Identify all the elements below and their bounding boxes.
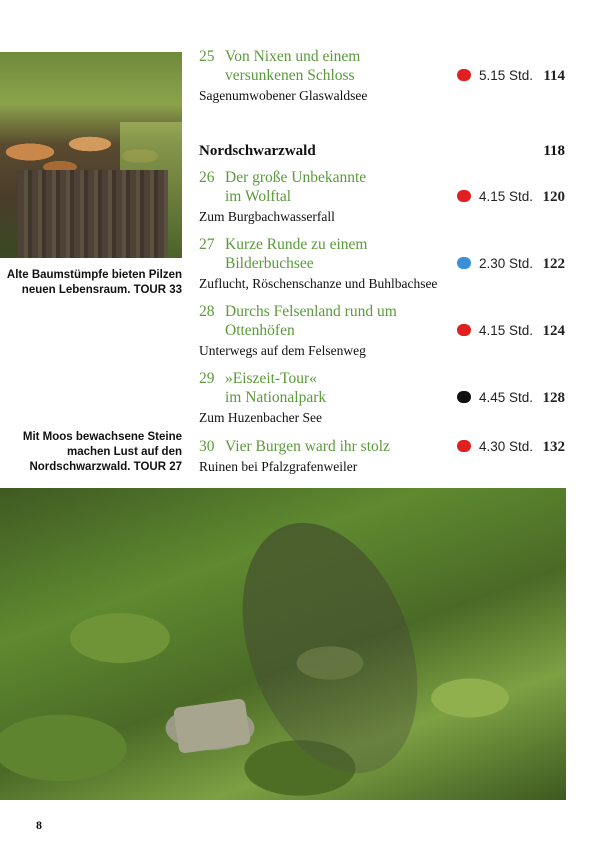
section-heading [199, 143, 565, 160]
difficulty-red-icon [457, 190, 471, 202]
tour-number: 29 [199, 370, 215, 387]
tour-subtitle: Zuflucht, Röschenschanze und Buhlbachsee [199, 276, 438, 291]
difficulty-red-icon [457, 69, 471, 81]
tour-meta [457, 437, 565, 457]
flat-stone [173, 698, 251, 754]
tour-duration: 4.15 Std. [478, 323, 533, 338]
difficulty-red-icon [457, 324, 471, 336]
tour-page: 122 [542, 256, 565, 272]
tour-title-line1: »Eiszeit-Tour« [225, 370, 317, 387]
tour-number: 26 [199, 169, 215, 186]
toc-entry-26[interactable] [199, 168, 565, 226]
tour-duration: 4.15 Std. [478, 189, 533, 204]
tour-title-line2: versunkenen Schloss [225, 67, 355, 84]
tour-title-line1: Vier Burgen ward ihr stolz [225, 438, 390, 455]
section-title: Nordschwarzwald [199, 143, 316, 159]
tour-subtitle: Ruinen bei Pfalzgrafenweiler [199, 459, 358, 474]
tour-title-line2: Bilderbuchsee [225, 255, 314, 272]
tour-duration: 5.15 Std. [478, 68, 533, 83]
tour-duration: 4.30 Std. [478, 439, 533, 454]
tour-meta [457, 254, 565, 274]
tour-number: 25 [199, 48, 215, 65]
tour-meta [457, 187, 565, 207]
difficulty-red-icon [457, 440, 471, 452]
tree-stump [18, 170, 168, 258]
caption-top: Alte Baumstümpfe bieten Pilzen neuen Lebensraum. TOUR 33 [6, 269, 182, 296]
tour-subtitle: Zum Burgbachwasserfall [199, 209, 335, 224]
tour-title-line1: Durchs Felsenland rund um [225, 303, 397, 320]
toc-entry-27[interactable] [199, 235, 565, 293]
toc-entry-25[interactable] [199, 47, 565, 105]
tour-meta [457, 388, 565, 408]
tour-page: 132 [542, 439, 565, 455]
tour-title-line1: Der große Unbekannte [225, 169, 367, 186]
tour-number: 28 [199, 303, 215, 320]
tour-title-line2: im Nationalpark [225, 389, 327, 406]
tour-title-line1: Von Nixen und einem [225, 48, 361, 65]
toc-entry-29[interactable] [199, 369, 565, 427]
tour-page: 124 [542, 323, 565, 339]
tour-meta [457, 66, 565, 86]
section-page: 118 [543, 143, 565, 159]
page-number: 8 [36, 818, 42, 832]
tour-subtitle: Unterwegs auf dem Felsenweg [199, 343, 366, 358]
tour-title-line2: im Wolftal [225, 188, 292, 205]
photo-mossy-stones [0, 488, 566, 800]
toc-entry-30[interactable] [199, 437, 565, 476]
tour-title-line2: Ottenhöfen [225, 322, 295, 339]
caption-bottom: Mit Moos bewachsene Steine machen Lust auf den Nordschwarzwald. TOUR 27 [22, 431, 182, 473]
difficulty-blue-icon [457, 257, 471, 269]
tour-page: 120 [542, 189, 565, 205]
tour-duration: 4.45 Std. [478, 390, 533, 405]
tour-meta [457, 321, 565, 341]
photo-mushrooms-on-stump [0, 52, 182, 258]
tour-title-line1: Kurze Runde zu einem [225, 236, 368, 253]
tour-subtitle: Sagenumwobener Glaswaldsee [199, 88, 368, 103]
toc-entry-28[interactable] [199, 302, 565, 360]
difficulty-black-icon [457, 391, 471, 403]
tour-page: 128 [542, 390, 565, 406]
tour-page: 114 [543, 68, 565, 84]
tour-duration: 2.30 Std. [478, 256, 533, 271]
tour-number: 27 [199, 236, 215, 253]
stream-bed [210, 498, 449, 797]
tour-subtitle: Zum Huzenbacher See [199, 410, 322, 425]
tour-number: 30 [199, 438, 215, 455]
